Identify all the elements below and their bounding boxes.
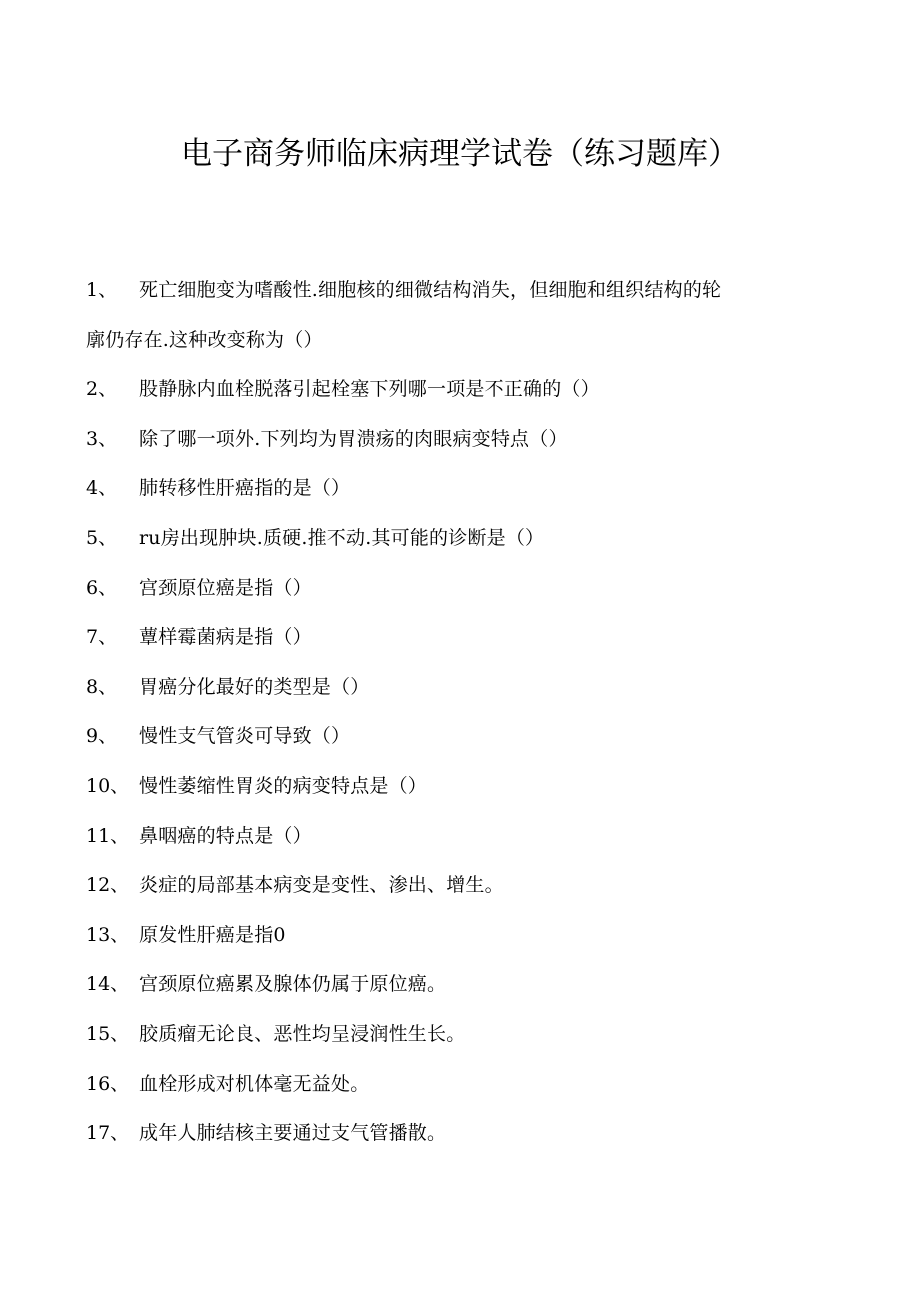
question-number: 4、 xyxy=(86,477,118,500)
question-item xyxy=(86,960,816,1010)
question-number: 15、 xyxy=(86,1022,130,1045)
question-number: 12、 xyxy=(86,874,130,897)
question-number: 13、 xyxy=(86,923,130,946)
question-item xyxy=(86,861,816,911)
question-text: 宫颈原位癌是指（） xyxy=(139,576,312,599)
question-text: 鼻咽癌的特点是（） xyxy=(139,824,312,847)
question-text: 胶质瘤无论良、恶性均呈浸润性生长。 xyxy=(139,1022,466,1045)
question-text: 死亡细胞变为嗜酸性.细胞核的细微结构消失，但细胞和组织结构的轮 xyxy=(139,279,722,301)
question-text: 原发性肝癌是指0 xyxy=(139,923,286,946)
question-item xyxy=(86,712,816,762)
question-number: 2、 xyxy=(86,378,118,401)
question-item xyxy=(86,266,816,365)
question-number: 7、 xyxy=(86,626,118,649)
question-text: 蕈样霉菌病是指（） xyxy=(139,626,312,649)
question-text: 成年人肺结核主要通过支气管播散。 xyxy=(139,1122,447,1145)
question-number: 5、 xyxy=(86,526,118,549)
question-text: 血栓形成对机体毫无益处。 xyxy=(139,1072,370,1095)
question-text: 慢性支气管炎可导致（） xyxy=(139,725,351,748)
question-number: 16、 xyxy=(86,1072,130,1095)
question-item xyxy=(86,464,816,514)
question-text: 除了哪一项外.下列均为胃溃疡的肉眼病变特点（） xyxy=(139,427,568,450)
question-item xyxy=(86,415,816,465)
question-number: 11、 xyxy=(86,824,130,847)
question-number: 9、 xyxy=(86,725,118,748)
question-number: 10、 xyxy=(86,774,130,797)
question-text: ru房出现肿块.质硬.推不动.其可能的诊断是（） xyxy=(139,526,545,549)
document-title: 电子商务师临床病理学试卷（练习题库） xyxy=(181,136,739,172)
question-number: 14、 xyxy=(86,973,130,996)
question-text: 肺转移性肝癌指的是（） xyxy=(139,477,351,500)
question-text: 炎症的局部基本病变是变性、渗出、增生。 xyxy=(139,874,504,897)
question-item xyxy=(86,564,816,614)
question-item xyxy=(86,812,816,862)
question-item xyxy=(86,911,816,961)
question-text: 慢性萎缩性胃炎的病变特点是（） xyxy=(139,774,428,797)
question-number: 3、 xyxy=(86,427,118,450)
question-item xyxy=(86,1109,816,1159)
question-text: 股静脉内血栓脱落引起栓塞下列哪一项是不正确的（） xyxy=(139,378,600,401)
question-number: 8、 xyxy=(86,675,118,698)
question-number: 6、 xyxy=(86,576,118,599)
question-item xyxy=(86,663,816,713)
question-text: 胃癌分化最好的类型是（） xyxy=(139,675,370,698)
question-list xyxy=(86,266,816,1159)
question-item xyxy=(86,514,816,564)
question-number: 1、 xyxy=(86,279,118,301)
question-item xyxy=(86,365,816,415)
question-item xyxy=(86,762,816,812)
question-text: 宫颈原位癌累及腺体仍属于原位癌。 xyxy=(139,973,447,996)
question-item xyxy=(86,613,816,663)
question-item xyxy=(86,1010,816,1060)
question-number: 17、 xyxy=(86,1122,130,1145)
question-text-continuation: 廓仍存在.这种改变称为（） xyxy=(86,328,323,351)
question-item xyxy=(86,1060,816,1110)
